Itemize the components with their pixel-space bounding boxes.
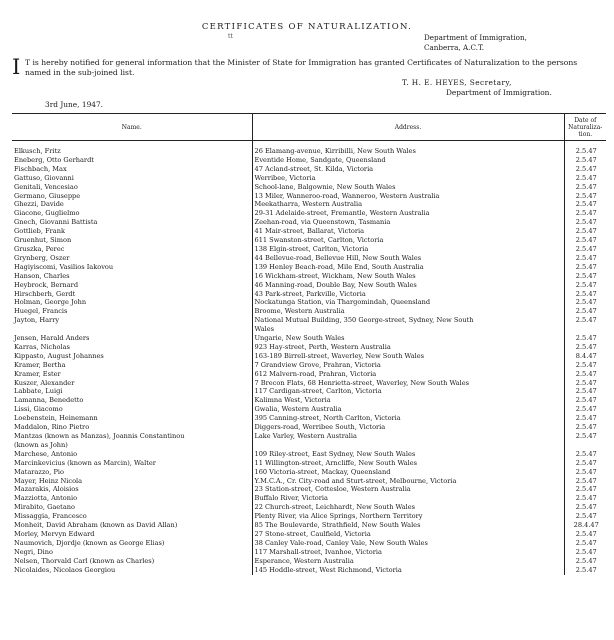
address-cell: 117 Marshall-street, Ivanhoe, Victoria — [252, 548, 564, 557]
date-cell: 2.5.47 — [564, 361, 606, 370]
table-row — [12, 512, 606, 521]
address-cell: 612 Malvern-road, Prahran, Victoria — [252, 370, 564, 379]
name-cell: Ghezzi, Davide — [14, 200, 64, 209]
date-cell: 2.5.47 — [564, 379, 606, 388]
address-cell: 38 Canley Vale-road, Canley Vale, New South Wales — [252, 539, 564, 548]
date-cell: 28.4.47 — [564, 521, 606, 530]
address-cell: 13 Miler, Wanneroo-road, Wanneroo, Western Australia — [252, 192, 564, 201]
name-cell: Missaggia, Francesco — [14, 512, 87, 521]
date-cell: 2.5.47 — [564, 218, 606, 227]
address-cell: 163-189 Birrell-street, Waverley, New South Wales — [252, 352, 564, 361]
table-row — [12, 227, 606, 236]
address-cell: School-lane, Balgownie, New South Wales — [252, 183, 564, 192]
name-cell: Gruszka, Perec — [14, 244, 65, 253]
table-row — [12, 192, 606, 201]
table-row — [12, 316, 606, 325]
name-cell: Jensen, Harald Anders — [14, 334, 90, 343]
notice-date: 3rd June, 1947. — [45, 100, 104, 109]
date-cell: 2.5.47 — [564, 254, 606, 263]
name-cell: Maddalon, Rino Pietro — [14, 423, 90, 432]
name-cell: Hirschberh, Gerdt — [14, 289, 76, 298]
table-row — [12, 432, 606, 441]
date-cell: 2.5.47 — [564, 370, 606, 379]
date-cell: 2.5.47 — [564, 290, 606, 299]
date-cell: 2.5.47 — [564, 459, 606, 468]
name-cell: Kippasto, August Johannes — [14, 351, 104, 360]
date-cell — [564, 325, 606, 334]
table-row — [12, 361, 606, 370]
name-cell: Giacone, Guglielmo — [14, 209, 80, 218]
name-cell: Gruenhut, Simon — [14, 236, 72, 245]
address-cell: Lake Varley, Western Australia — [252, 432, 564, 441]
date-cell: 2.5.47 — [564, 192, 606, 201]
table-row — [12, 521, 606, 530]
name-cell: Grynberg, Oszer — [14, 253, 70, 262]
name-cell: Marchese, Antonio — [14, 449, 78, 458]
date-cell: 2.5.47 — [564, 432, 606, 441]
date-cell: 2.5.47 — [564, 183, 606, 192]
name-cell: Huegel, Francis — [14, 307, 68, 316]
table-row — [12, 396, 606, 405]
table-row — [12, 290, 606, 299]
date-cell: 2.5.47 — [564, 566, 606, 575]
date-cell: 2.5.47 — [564, 557, 606, 566]
name-cell: Monheit, David Abraham (known as David Allan) — [14, 521, 178, 530]
date-cell: 2.5.47 — [564, 165, 606, 174]
department-location: Canberra, A.C.T. — [424, 43, 485, 52]
name-cell: Mantzas (known as Manzas), Joannis Constantinou — [14, 432, 185, 440]
date-cell: 2.5.47 — [564, 141, 606, 156]
name-cell: Kuszer, Alexander — [14, 378, 75, 387]
table-row — [12, 423, 606, 432]
date-cell: 2.5.47 — [564, 450, 606, 459]
name-cell: Gottlieb, Frank — [14, 227, 65, 236]
name-cell: Mazziotta, Antonio — [14, 494, 78, 503]
date-cell: 2.5.47 — [564, 512, 606, 521]
name-cell: Gattuso, Giovanni — [14, 173, 74, 182]
address-cell: 27 Stone-street, Caulfield, Victoria — [252, 530, 564, 539]
address-cell: 923 Hay-street, Perth, Western Australia — [252, 343, 564, 352]
address-cell: Plenty River, via Alice Springs, Northern Territory — [252, 512, 564, 521]
address-cell: 138 Elgin-street, Carlton, Victoria — [252, 245, 564, 254]
date-cell: 2.5.47 — [564, 503, 606, 512]
address-cell: 23 Station-street, Cottesloe, Western Australia — [252, 485, 564, 494]
table-row — [12, 459, 606, 468]
address-cell: Eventide Home, Sandgate, Queensland — [252, 156, 564, 165]
name-cell: Marcinkevicius (known as Marcin), Walter — [14, 458, 156, 467]
table-row — [12, 441, 606, 450]
address-cell: 85 The Boulevarde, Strathfield, New South Wales — [252, 521, 564, 530]
date-cell: 2.5.47 — [564, 272, 606, 281]
table-row — [12, 352, 606, 361]
name-cell: Heybrock, Bernard — [14, 280, 79, 289]
date-cell: 2.5.47 — [564, 209, 606, 218]
table-row — [12, 548, 606, 557]
address-cell: Zeehan-road, via Queenstown, Tasmania — [252, 218, 564, 227]
name-cell: Kramer, Ester — [14, 369, 61, 378]
naturalization-table — [12, 113, 606, 575]
table-row — [12, 414, 606, 423]
table-row — [12, 281, 606, 290]
name-cell: Germano, Giuseppe — [14, 191, 81, 200]
address-cell: 46 Manning-road, Double Bay, New South Wales — [252, 281, 564, 290]
date-cell: 2.5.47 — [564, 343, 606, 352]
date-cell: 2.5.47 — [564, 334, 606, 343]
header-address: Address. — [252, 114, 564, 141]
table-row — [12, 557, 606, 566]
address-cell: Esperance, Western Australia — [252, 557, 564, 566]
date-cell: 2.5.47 — [564, 468, 606, 477]
notice-text: T is hereby notified for general information that the Minister of State for Immigration has granted Certificates of Naturalization to the persons named in the sub-joined list. — [25, 58, 578, 77]
name-cell: Lamanna, Benedetto — [14, 396, 84, 405]
address-cell: 29-31 Adelaide-street, Fremantle, Western Australia — [252, 209, 564, 218]
table-row — [12, 566, 606, 575]
header-date: Date of Naturaliza-tion. — [564, 114, 606, 141]
signatory-department: Department of Immigration. — [446, 88, 552, 97]
name-cell: Kramer, Bertha — [14, 360, 66, 369]
table-row — [12, 468, 606, 477]
table-row — [12, 485, 606, 494]
table-row — [12, 141, 606, 156]
date-cell: 2.5.47 — [564, 263, 606, 272]
department-name: Department of Immigration, — [424, 33, 527, 42]
address-cell: 44 Bellevue-road, Bellevue Hill, New South Wales — [252, 254, 564, 263]
table-body — [12, 141, 606, 575]
name-cell: Genitali, Vencesiao — [14, 182, 78, 191]
name-cell: Gnech, Giovanni Battista — [14, 218, 98, 227]
address-cell: 139 Henley Beach-road, Mile End, South Australia — [252, 263, 564, 272]
table-row — [12, 325, 606, 334]
date-cell: 2.5.47 — [564, 485, 606, 494]
address-cell: 117 Cardigan-street, Carlton, Victoria — [252, 387, 564, 396]
table-row — [12, 174, 606, 183]
date-cell: 2.5.47 — [564, 423, 606, 432]
address-cell: Diggers-road, Werribee South, Victoria — [252, 423, 564, 432]
table-row — [12, 530, 606, 539]
date-cell: 2.5.47 — [564, 307, 606, 316]
address-cell: 47 Acland-street, St. Kilda, Victoria — [252, 165, 564, 174]
table-row — [12, 334, 606, 343]
table-row — [12, 263, 606, 272]
address-cell: Gwalia, Western Australia — [252, 405, 564, 414]
date-cell: 2.5.47 — [564, 396, 606, 405]
name-cell: Elkusch, Fritz — [14, 147, 61, 155]
table-row — [12, 379, 606, 388]
address-cell: Meekatharra, Western Australia — [252, 200, 564, 209]
name-cell: Hagiyiscomi, Vasilios Iakovou — [14, 262, 114, 271]
date-cell: 2.5.47 — [564, 156, 606, 165]
page-title: CERTIFICATES OF NATURALIZATION. — [201, 22, 413, 32]
table-row — [12, 209, 606, 218]
address-cell: 109 Riley-street, East Sydney, New South Wales — [252, 450, 564, 459]
address-cell: Werribee, Victoria — [252, 174, 564, 183]
name-cell: Mayer, Heinz Nicola — [14, 476, 83, 485]
table-row — [12, 298, 606, 307]
date-cell: 2.5.47 — [564, 298, 606, 307]
name-cell: Nelsen, Thorvald Carl (known as Charles) — [14, 556, 155, 565]
address-cell: 395 Canning-street, North Carlton, Victoria — [252, 414, 564, 423]
address-cell: Kalimna West, Victoria — [252, 396, 564, 405]
table-row — [12, 494, 606, 503]
table-row — [12, 387, 606, 396]
address-cell: Y.M.C.A., Cr. City-road and Sturt-street, Melbourne, Victoria — [252, 477, 564, 486]
table-row — [12, 165, 606, 174]
name-cell: Naumovich, Djordje (known as George Elias) — [14, 538, 165, 547]
name-cell: Hanson, Charles — [14, 271, 70, 280]
name-cell: Fischbach, Max — [14, 164, 67, 173]
address-cell: 611 Swanston-street, Carlton, Victoria — [252, 236, 564, 245]
name-cell: Jayton, Harry — [14, 316, 60, 325]
table-row — [12, 156, 606, 165]
address-cell: Ungarie, New South Wales — [252, 334, 564, 343]
table-row — [12, 254, 606, 263]
name-cell: Mazarakis, Aloisios — [14, 485, 79, 494]
date-cell: 2.5.47 — [564, 281, 606, 290]
address-cell: 41 Mair-street, Ballarat, Victoria — [252, 227, 564, 236]
date-cell: 2.5.47 — [564, 548, 606, 557]
table-header-row — [12, 114, 606, 141]
name-cell: (known as John) — [14, 440, 68, 449]
table-row — [12, 200, 606, 209]
date-cell: 2.5.47 — [564, 494, 606, 503]
table-row — [12, 539, 606, 548]
table-row — [12, 236, 606, 245]
date-cell: 2.5.47 — [564, 227, 606, 236]
name-cell: Karras, Nicholas — [14, 342, 70, 351]
address-cell: National Mutual Building, 350 George-street, Sydney, New South — [252, 316, 564, 325]
header-name: Name. — [12, 114, 252, 141]
address-cell: Nockatunga Station, via Thargomindah, Queensland — [252, 298, 564, 307]
address-cell: 7 Brecon Flats, 68 Henrietta-street, Waverley, New South Wales — [252, 379, 564, 388]
address-cell: 43 Park-street, Parkville, Victoria — [252, 290, 564, 299]
address-cell: Buffalo River, Victoria — [252, 494, 564, 503]
date-cell: 2.5.47 — [564, 245, 606, 254]
name-cell: Negri, Dino — [14, 547, 53, 556]
table-row — [12, 183, 606, 192]
address-cell — [252, 441, 564, 450]
date-cell: 2.5.47 — [564, 316, 606, 325]
date-cell: 2.5.47 — [564, 539, 606, 548]
address-cell: 16 Wickham-street, Wickham, New South Wales — [252, 272, 564, 281]
name-cell: Morley, Mervyn Edward — [14, 529, 95, 538]
name-cell: Labbate, Luigi — [14, 387, 63, 396]
name-cell: Matarazzo, Pio — [14, 467, 64, 476]
table-row — [12, 370, 606, 379]
date-cell: 2.5.47 — [564, 405, 606, 414]
name-cell: Loebenstein, Heinemann — [14, 414, 98, 423]
name-cell: Mirabito, Gaetano — [14, 503, 75, 512]
table-row — [12, 450, 606, 459]
table-row — [12, 218, 606, 227]
address-cell: 26 Elamang-avenue, Kirribilli, New South Wales — [252, 141, 564, 156]
table-row — [12, 272, 606, 281]
table-row — [12, 477, 606, 486]
name-cell: Eneberg, Otto Gerhardt — [14, 155, 94, 164]
date-cell: 2.5.47 — [564, 387, 606, 396]
date-cell — [564, 441, 606, 450]
name-cell: Nicolaides, Nicolaos Georgiou — [14, 565, 116, 574]
date-cell: 2.5.47 — [564, 236, 606, 245]
signatory-name: T. H. E. HEYES, Secretary, — [402, 78, 512, 87]
name-cell — [12, 325, 252, 334]
drop-cap: I — [12, 55, 21, 79]
address-cell: Broome, Western Australia — [252, 307, 564, 316]
table-row — [12, 245, 606, 254]
date-cell: 8.4.47 — [564, 352, 606, 361]
date-cell: 2.5.47 — [564, 530, 606, 539]
table-row — [12, 343, 606, 352]
table-row — [12, 503, 606, 512]
address-cell: Wales — [252, 325, 564, 334]
date-cell: 2.5.47 — [564, 200, 606, 209]
address-cell: 11 Willington-street, Arncliffe, New South Wales — [252, 459, 564, 468]
address-cell: 160 Victoria-street, Mackay, Queensland — [252, 468, 564, 477]
address-cell: 7 Grandview Grove, Prahran, Victoria — [252, 361, 564, 370]
table-row — [12, 307, 606, 316]
date-cell: 2.5.47 — [564, 174, 606, 183]
name-cell: Lissi, Giacomo — [14, 405, 63, 414]
table-row — [12, 405, 606, 414]
printer-mark: tt — [228, 33, 233, 40]
address-cell: 22 Church-street, Leichhardt, New South Wales — [252, 503, 564, 512]
date-cell: 2.5.47 — [564, 477, 606, 486]
date-cell: 2.5.47 — [564, 414, 606, 423]
name-cell: Holman, George John — [14, 298, 87, 307]
address-cell: 145 Hoddle-street, West Richmond, Victoria — [252, 566, 564, 575]
